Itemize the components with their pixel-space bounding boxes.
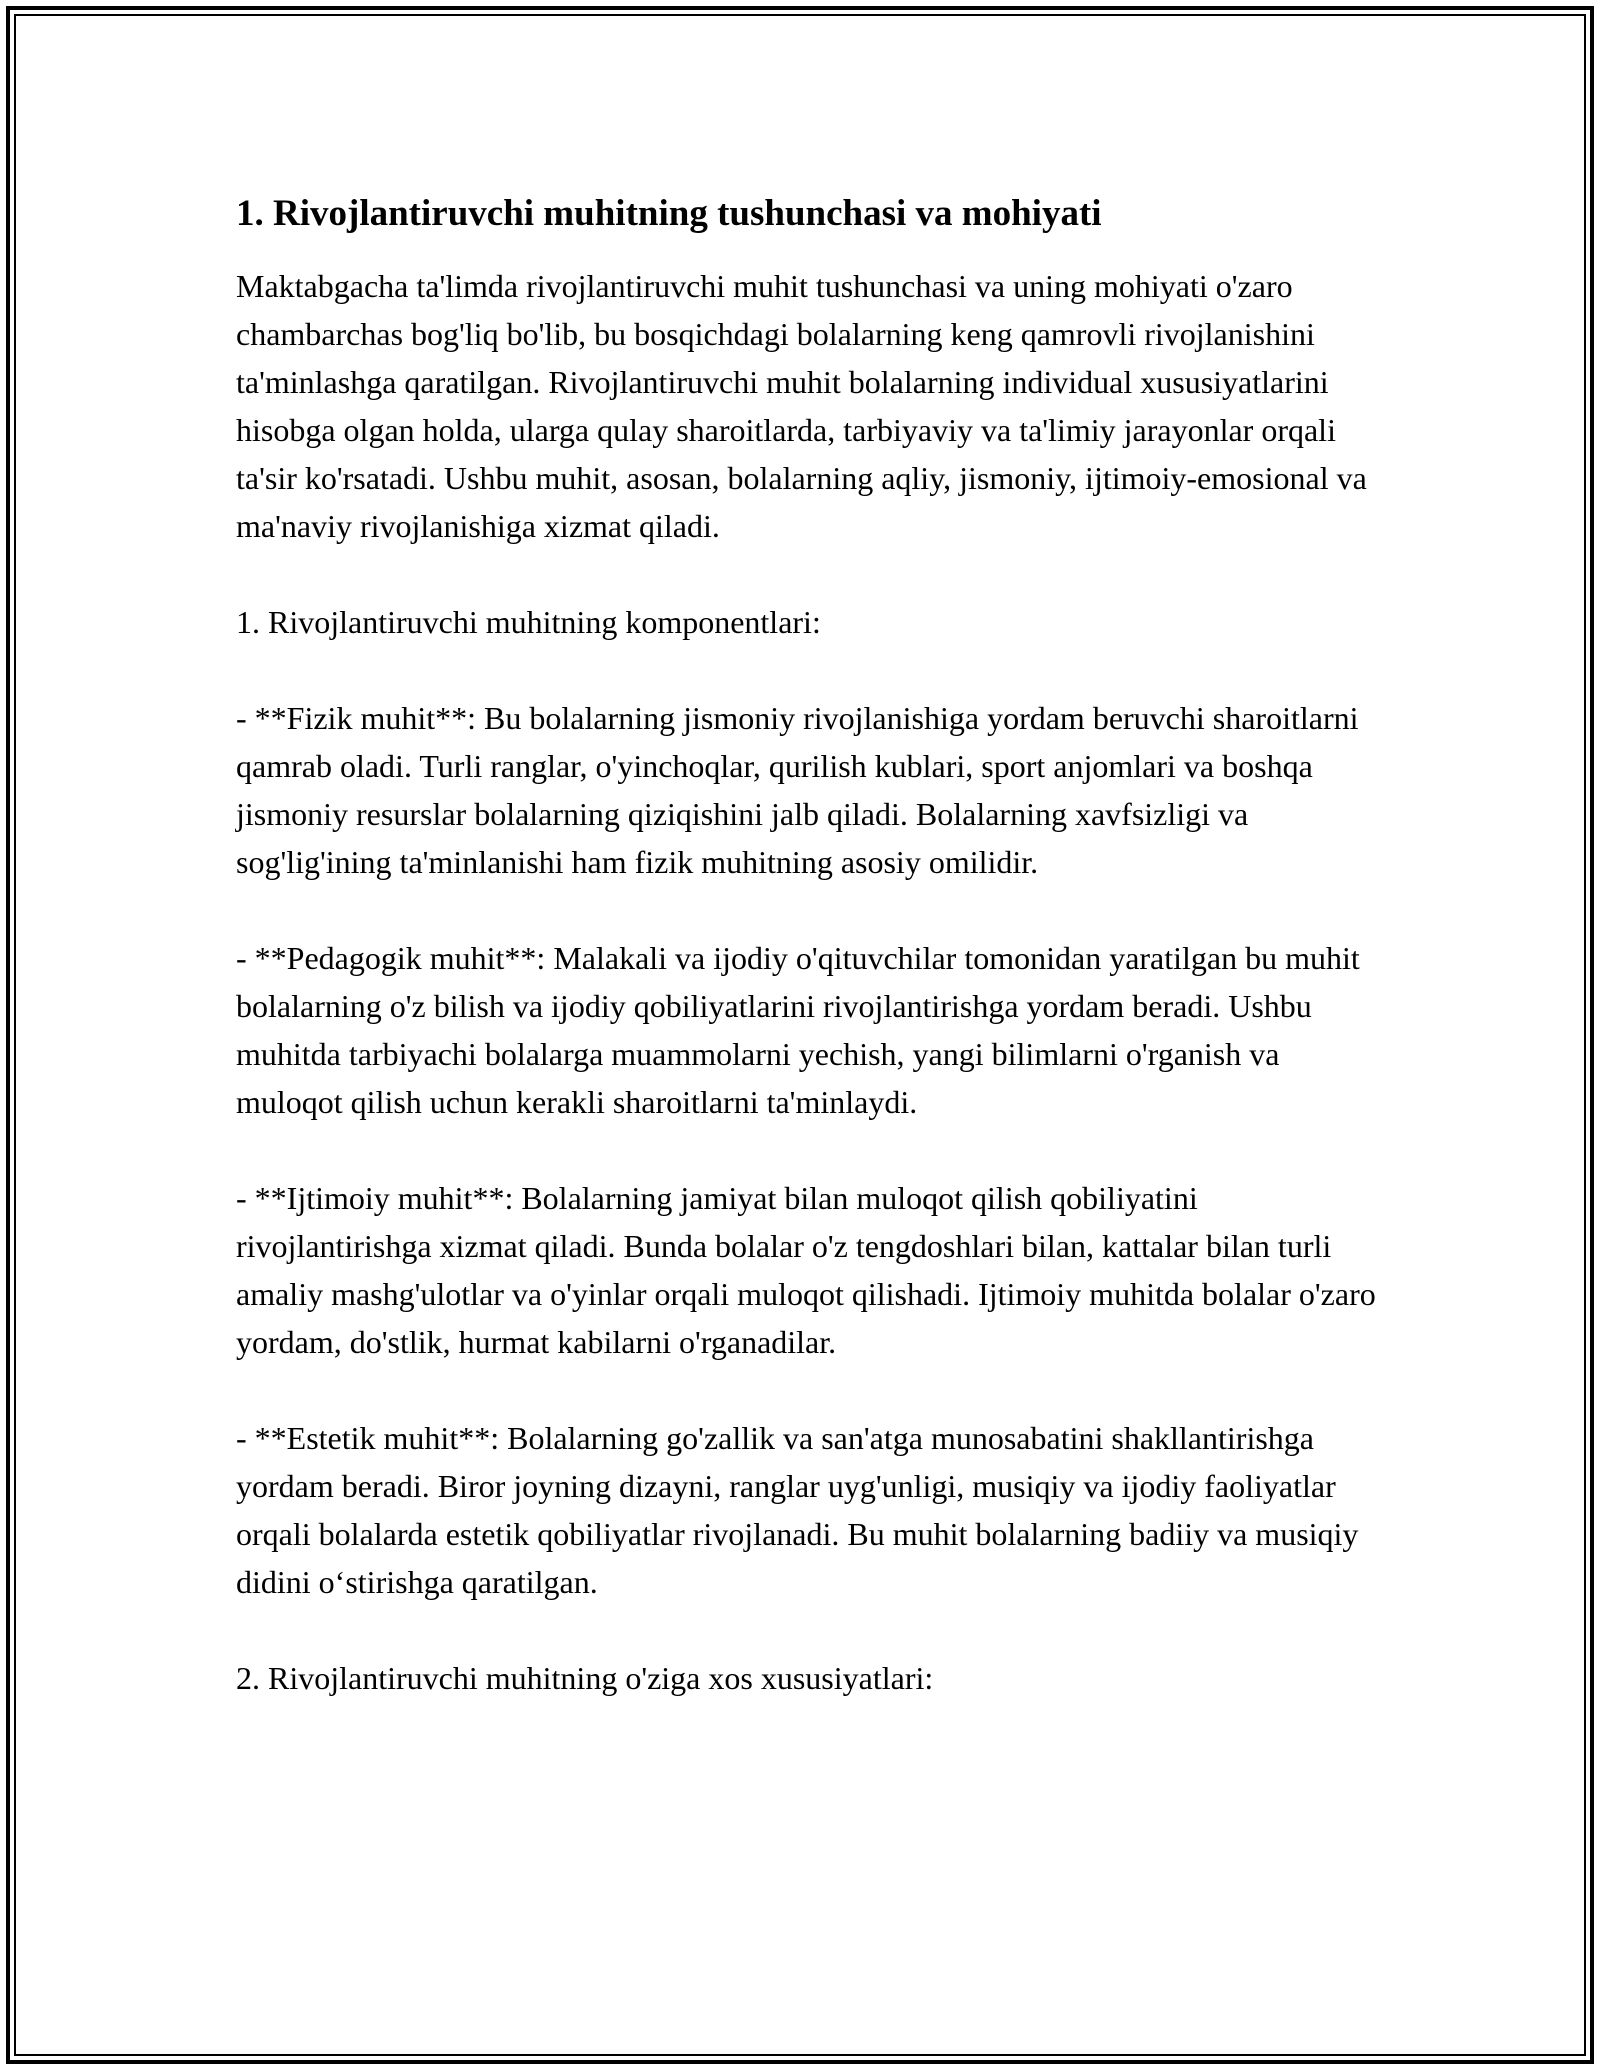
spacer (236, 1126, 1386, 1174)
spacer (236, 886, 1386, 934)
pedagogical-environment-paragraph: - **Pedagogik muhit**: Malakali va ijodiy o'qituvchilar tomonidan yaratilgan bu muhit bolalarning o'z bilish va ijodiy qobiliyatlarini rivojlantirishga yordam beradi. Ushbu muhitda tarbiyachi bolalarga muammolarni yechish, yangi bilimlarni o'rganish va muloqot qilish uchun kerakli sharoitlarni ta'minlaydi. (236, 940, 1360, 1120)
features-title: 2. Rivojlantiruvchi muhitning o'ziga xos xususiyatlari: (236, 1660, 934, 1696)
spacer (236, 550, 1386, 598)
document-body (236, 186, 1386, 1702)
social-environment-paragraph: - **Ijtimoiy muhit**: Bolalarning jamiyat bilan muloqot qilish qobiliyatini rivojlantirishga xizmat qiladi. Bunda bolalar o'z tengdoshlari bilan, kattalar bilan turli amaliy mashg'ulotlar va o'yinlar orqali muloqot qilishadi. Ijtimoiy muhitda bolalar o'zaro yordam, do'stlik, hurmat kabilarni o'rganadilar. (236, 1180, 1376, 1360)
spacer (236, 242, 1386, 262)
section-heading: 1. Rivojlantiruvchi muhitning tushunchasi va mohiyati (236, 193, 1102, 234)
spacer (236, 646, 1386, 694)
components-title: 1. Rivojlantiruvchi muhitning komponentlari: (236, 604, 821, 640)
spacer (236, 1606, 1386, 1654)
physical-environment-paragraph: - **Fizik muhit**: Bu bolalarning jismoniy rivojlanishiga yordam beruvchi sharoitlarni qamrab oladi. Turli ranglar, o'yinchoqlar, qurilish kublari, sport anjomlari va boshqa jismoniy resurslar bolalarning qiziqishini jalb qiladi. Bolalarning xavfsizligi va sog'lig'ining ta'minlanishi ham fizik muhitning asosiy omilidir. (236, 700, 1359, 880)
aesthetic-environment-paragraph: - **Estetik muhit**: Bolalarning go'zallik va san'atga munosabatini shakllantirishga yordam beradi. Biror joyning dizayni, ranglar uyg'unligi, musiqiy va ijodiy faoliyatlar orqali bolalarda estetik qobiliyatlar rivojlanadi. Bu muhit bolalarning badiiy va musiqiy didini o‘stirishga qaratilgan. (236, 1420, 1359, 1600)
intro-paragraph: Maktabgacha ta'limda rivojlantiruvchi muhit tushunchasi va uning mohiyati o'zaro chambarchas bog'liq bo'lib, bu bosqichdagi bolalarning keng qamrovli rivojlanishini ta'minlashga qaratilgan. Rivojlantiruvchi muhit bolalarning individual xususiyatlarini hisobga olgan holda, ularga qulay sharoitlarda, tarbiyaviy va ta'limiy jarayonlar orqali ta'sir ko'rsatadi. Ushbu muhit, asosan, bolalarning aqliy, jismoniy, ijtimoiy-emosional va ma'naviy rivojlanishiga xizmat qiladi. (236, 268, 1367, 544)
spacer (236, 1366, 1386, 1414)
